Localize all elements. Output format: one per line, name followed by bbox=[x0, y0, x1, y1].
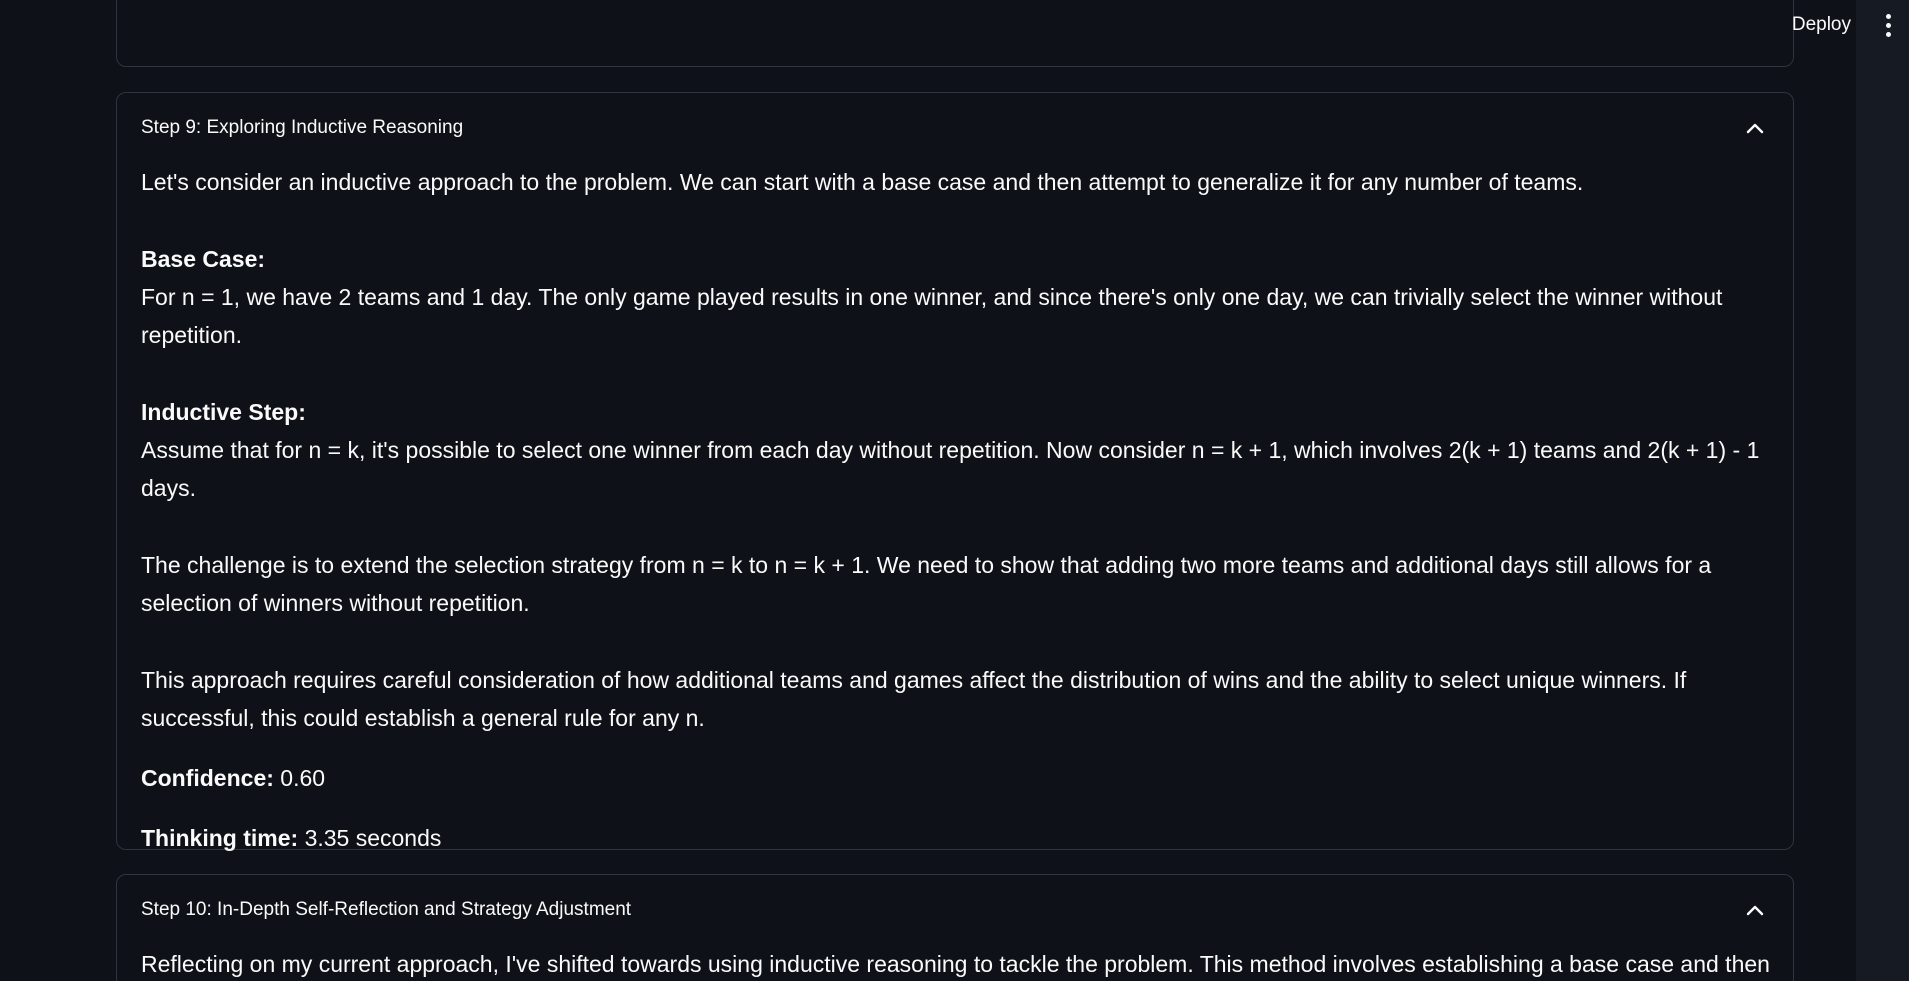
chevron-up-icon[interactable] bbox=[1745, 121, 1765, 135]
base-case-heading: Base Case: bbox=[141, 246, 266, 272]
step-9-content bbox=[117, 163, 1793, 857]
thinking-time-value: 3.35 seconds bbox=[304, 825, 442, 851]
step-10-expander bbox=[116, 874, 1794, 981]
step-10-intro: Reflecting on my current approach, I've shifted towards using inductive reasoning to tackle the problem. This method involves establishing a base case and then bbox=[141, 951, 1770, 977]
confidence-line bbox=[141, 759, 1769, 797]
step-10-title: Step 10: In-Depth Self-Reflection and Strategy Adjustment bbox=[141, 899, 632, 920]
app-header bbox=[1778, 0, 1909, 50]
step-9-title: Step 9: Exploring Inductive Reasoning bbox=[141, 117, 464, 138]
step-9-expander bbox=[116, 92, 1794, 850]
previous-step-expander bbox=[116, 0, 1794, 67]
step-9-expander-header[interactable] bbox=[117, 93, 1793, 163]
confidence-label: Confidence: bbox=[141, 765, 274, 791]
deploy-button[interactable]: Deploy bbox=[1791, 14, 1851, 35]
challenge-paragraph: The challenge is to extend the selection strategy from n = k to n = k + 1. We need to show that adding two more teams and additional days still allows for a selection of winners without repetition. bbox=[141, 552, 1712, 616]
step-10-content bbox=[117, 945, 1793, 981]
chevron-up-icon[interactable] bbox=[1745, 903, 1765, 917]
approach-paragraph: This approach requires careful consideration of how additional teams and games affect the distribution of wins and the ability to select unique winners. If successful, this could establish a general rule for any n. bbox=[141, 667, 1687, 731]
base-case-text: For n = 1, we have 2 teams and 1 day. The only game played results in one winner, and since there's only one day, we can trivially select the winner without repetition. bbox=[141, 284, 1723, 348]
step-9-intro: Let's consider an inductive approach to the problem. We can start with a base case and then attempt to generalize it for any number of teams. bbox=[141, 169, 1584, 195]
thinking-time-label: Thinking time: bbox=[141, 825, 299, 851]
inductive-step-paragraph bbox=[141, 393, 1769, 507]
inductive-step-heading: Inductive Step: bbox=[141, 399, 306, 425]
inductive-step-text: Assume that for n = k, it's possible to select one winner from each day without repetition. Now consider n = k + 1, which involves 2(k + 1) teams and 2(k + 1) - 1 days. bbox=[141, 437, 1760, 501]
scrollbar-track[interactable] bbox=[1856, 0, 1909, 981]
confidence-value: 0.60 bbox=[280, 765, 326, 791]
vertical-ellipsis-icon[interactable] bbox=[1873, 7, 1903, 43]
thinking-time-line bbox=[141, 819, 1769, 857]
base-case-paragraph bbox=[141, 240, 1769, 354]
step-10-expander-header[interactable] bbox=[117, 875, 1793, 945]
